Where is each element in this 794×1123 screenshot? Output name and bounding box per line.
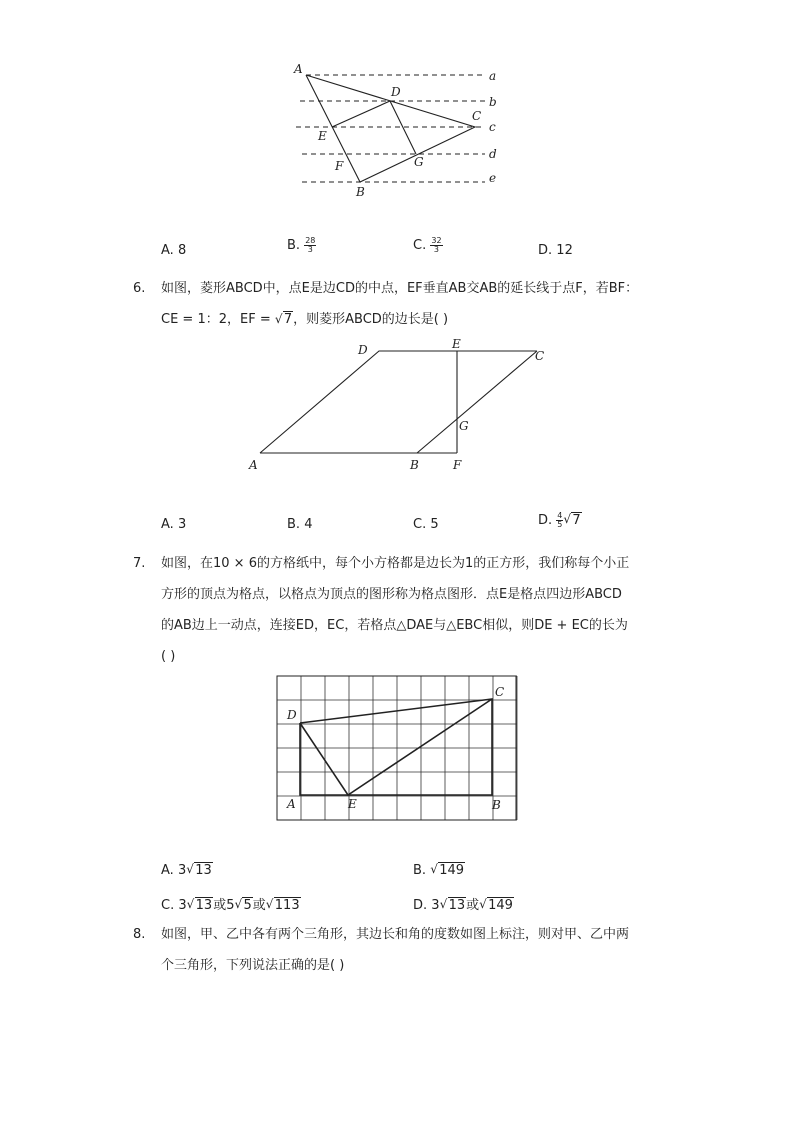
- q7-option-d[interactable]: D. 3√ 13或√ 149: [413, 894, 514, 913]
- sqrt: √ 7: [275, 311, 293, 329]
- fraction: $\frac{4}{5}$: [557, 511, 563, 529]
- option-label: B.: [287, 517, 301, 532]
- fraction: $\frac{32}{3}$: [431, 236, 442, 254]
- option-label: D.: [538, 243, 553, 258]
- point-label-a: A: [294, 62, 303, 76]
- point-label-c: C: [495, 685, 505, 699]
- q7-stem-line3: 的AB边上一动点，连接ED，EC，若格点△DAE与△EBC相似，则DE + EC的长为: [161, 618, 628, 633]
- line-label-e: e: [489, 171, 497, 185]
- q7-stem-line2: 方形的顶点为格点，以格点为顶点的图形称为格点图形．点E是格点四边形ABCD: [161, 587, 622, 602]
- point-label-b: B: [492, 798, 501, 812]
- q7-figure: [276, 675, 520, 823]
- sqrt: √ 13: [440, 898, 467, 913]
- q8-stem-line1: 如图，甲、乙中各有两个三角形，其边长和角的度数如图上标注，则对甲、乙中两: [161, 927, 630, 942]
- option-label: C.: [161, 898, 175, 913]
- q8-number: 8.: [133, 927, 146, 942]
- line-label-c: c: [489, 120, 496, 134]
- segment-bc: [417, 351, 537, 453]
- q6-option-b[interactable]: [287, 517, 312, 532]
- q5-option-c[interactable]: [413, 237, 443, 254]
- option-label: B.: [287, 238, 301, 253]
- q6-option-a[interactable]: [161, 517, 186, 532]
- q5-option-b[interactable]: [287, 237, 316, 254]
- option-label: C.: [413, 238, 427, 253]
- option-label: D.: [413, 898, 428, 913]
- q7-option-b[interactable]: [413, 863, 465, 878]
- quadrilateral-abcd: [300, 699, 492, 795]
- sqrt: √ 149: [479, 898, 514, 913]
- q5-option-a[interactable]: [161, 243, 186, 258]
- option-label: A.: [161, 863, 174, 878]
- option-value: 12: [556, 243, 573, 258]
- option-label: D.: [538, 513, 553, 528]
- point-label-g: G: [459, 419, 469, 433]
- point-label-a: A: [249, 458, 258, 472]
- q5-option-d[interactable]: [538, 243, 573, 258]
- q6-number: 6.: [133, 281, 146, 296]
- rhombus-side-ad-dc: [260, 351, 537, 453]
- point-label-a: A: [287, 797, 296, 811]
- point-label-c: C: [535, 349, 545, 363]
- sqrt: √ 13: [186, 863, 213, 878]
- point-label-f: F: [335, 159, 344, 173]
- q6-option-c[interactable]: [413, 517, 439, 532]
- option-value: 8: [177, 243, 187, 258]
- sqrt: √ 113: [266, 898, 301, 913]
- line-label-b: b: [489, 95, 497, 109]
- point-label-d: D: [287, 708, 297, 722]
- q7-stem-line1: 如图，在10 × 6的方格纸中，每个小方格都是边长为1的正方形，我们称每个小正: [161, 556, 630, 571]
- point-label-f: F: [453, 458, 462, 472]
- sqrt: √ 149: [430, 863, 465, 878]
- sqrt: √ 7: [563, 513, 581, 528]
- q6-option-d[interactable]: [538, 512, 582, 529]
- point-label-d: D: [391, 85, 401, 99]
- q8-stem-line2: 个三角形，下列说法正确的是( ): [161, 958, 345, 973]
- point-label-e: E: [348, 797, 357, 811]
- sqrt: √ 13: [187, 898, 214, 913]
- option-value: 5: [430, 517, 439, 532]
- q7-stem-line4: ( ): [161, 649, 176, 664]
- point-label-g: G: [414, 155, 424, 169]
- option-label: B.: [413, 863, 427, 878]
- point-label-e: E: [452, 338, 461, 351]
- sqrt: √ 5: [234, 898, 252, 913]
- line-label-d: d: [489, 147, 497, 161]
- q6-stem-line2: CE = 1：2，EF = √ 7，则菱形ABCD的边长是( ): [161, 311, 448, 329]
- point-label-e: E: [318, 129, 327, 143]
- point-label-b: B: [410, 458, 419, 472]
- q7-option-a[interactable]: A. 3√ 13: [161, 863, 213, 878]
- option-value: 3: [177, 517, 187, 532]
- line-label-a: a: [489, 69, 497, 83]
- fraction: $\frac{28}{3}$: [305, 236, 316, 254]
- point-label-b: B: [356, 185, 365, 199]
- option-value: 4: [304, 517, 313, 532]
- option-label: A.: [161, 517, 174, 532]
- q7-option-c[interactable]: C. 3√ 13或5√ 5或√ 113: [161, 894, 301, 913]
- option-label: A.: [161, 243, 174, 258]
- option-label: C.: [413, 517, 427, 532]
- segments-de-ec: [300, 699, 492, 795]
- q6-figure: [245, 338, 565, 476]
- q6-stem-line1: 如图，菱形ABCD中，点E是边CD的中点，EF垂直AB交AB的延长线于点F，若BF：: [161, 281, 639, 296]
- point-label-c: C: [472, 109, 482, 123]
- point-label-d: D: [358, 343, 368, 357]
- q5-figure: [280, 58, 520, 203]
- q7-number: 7.: [133, 556, 146, 571]
